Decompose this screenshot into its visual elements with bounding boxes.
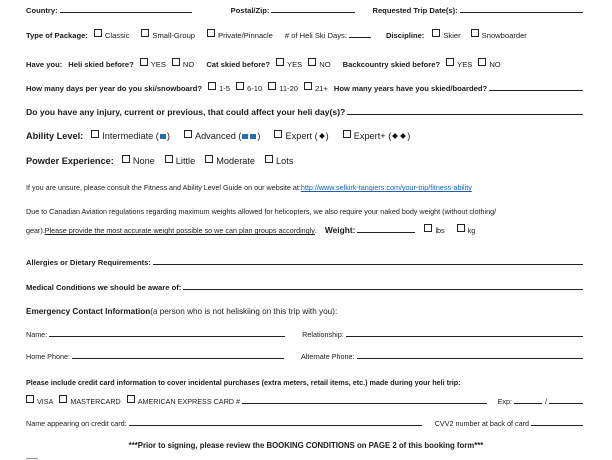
heli-no-label: NO <box>182 60 195 69</box>
package-label: Type of Package: <box>26 31 88 40</box>
intermediate-close: ) <box>166 131 170 141</box>
row-country <box>26 5 586 15</box>
guide-text: If you are unsure, please consult the Fitness and Ability Level Guide on our website at: <box>26 183 301 192</box>
blue-square-icon <box>160 134 166 139</box>
private-label: Private/Pinnacle <box>218 31 273 40</box>
expert-close: ) <box>325 131 329 141</box>
amex-checkbox[interactable] <box>127 395 135 403</box>
row-emergency-phone <box>26 351 586 361</box>
years-question: How many years have you skied/boarded? <box>333 84 488 93</box>
small-group-label: Small-Group <box>152 31 196 40</box>
cvv-label: CVV2 number at back of card <box>434 419 529 428</box>
allergies-field[interactable] <box>153 257 583 265</box>
cat-no-label: NO <box>319 60 331 69</box>
range-11-20-checkbox[interactable] <box>268 82 276 90</box>
medical-field[interactable] <box>183 282 583 290</box>
injury-field[interactable] <box>347 107 583 115</box>
range-21-label: 21+ <box>315 84 328 93</box>
emergency-subtitle: (a person who is not heliskiing on this trip with you): <box>150 307 338 316</box>
home-phone-field[interactable] <box>72 351 284 359</box>
expert-plus-checkbox[interactable] <box>343 130 351 138</box>
card-intro: Please include credit card information to cover incidental purchases (extra meters, retail items, etc.) made during your heli trip: <box>26 378 461 387</box>
postal-field[interactable] <box>271 5 355 13</box>
powder-little-checkbox[interactable] <box>165 155 173 163</box>
powder-little-label: Little <box>175 156 196 166</box>
heli-yes-label: YES <box>150 60 166 69</box>
private-checkbox[interactable] <box>207 29 215 37</box>
small-group-checkbox[interactable] <box>141 29 149 37</box>
emergency-name-label: Name: <box>26 330 48 339</box>
medical-label: Medical Conditions we should be aware of: <box>26 283 182 292</box>
heli-yes-checkbox[interactable] <box>140 58 148 66</box>
powder-none-label: None <box>132 156 155 166</box>
row-package <box>26 30 586 40</box>
heli-days-label: # of Heli Ski Days: <box>284 31 347 40</box>
powder-lots-checkbox[interactable] <box>265 155 273 163</box>
fitness-link[interactable]: http://www.selkirk-tangiers.com/your-trip/fitness-ability <box>300 183 472 192</box>
expert-label: Expert ( <box>285 131 318 141</box>
backcountry-label: Backcountry skied before? <box>342 60 441 69</box>
weight-label: Weight: <box>324 225 356 235</box>
black-diamond-icon <box>319 133 325 139</box>
row-guide <box>26 183 586 192</box>
row-card-type <box>26 396 586 406</box>
powder-label: Powder Experience: <box>26 156 114 166</box>
blue-square-icon <box>250 134 256 139</box>
black-diamond-icon <box>392 133 398 139</box>
row-days <box>26 83 586 93</box>
skier-checkbox[interactable] <box>432 29 440 37</box>
mastercard-label: MASTERCARD <box>70 397 121 406</box>
weight-note-emphasis: Please provide the most accurate weight possible so we can plan groups accordingly <box>44 226 315 235</box>
skier-label: Skier <box>443 31 461 40</box>
kg-checkbox[interactable] <box>457 224 465 232</box>
exp-label: Exp: <box>497 397 512 406</box>
ability-label: Ability Level: <box>26 131 84 141</box>
row-weight <box>26 225 586 235</box>
row-weight-note <box>26 207 586 216</box>
row-card-name <box>26 418 586 428</box>
cat-no-checkbox[interactable] <box>308 58 316 66</box>
emergency-name-field[interactable] <box>49 329 285 337</box>
classic-checkbox[interactable] <box>94 29 102 37</box>
powder-lots-label: Lots <box>276 156 294 166</box>
snowboarder-checkbox[interactable] <box>471 29 479 37</box>
kg-label: kg <box>467 226 476 235</box>
powder-moderate-checkbox[interactable] <box>205 155 213 163</box>
exp-year-field[interactable] <box>549 396 583 404</box>
mastercard-checkbox[interactable] <box>59 395 67 403</box>
row-emergency-title <box>26 307 586 316</box>
intermediate-label: Intermediate ( <box>102 131 159 141</box>
card-name-label: Name appearing on credit card: <box>26 419 127 428</box>
advanced-label: Advanced ( <box>194 131 242 141</box>
trip-dates-field[interactable] <box>460 5 583 13</box>
heli-skied-label: Heli skied before? <box>68 60 134 69</box>
black-diamond-icon <box>400 133 406 139</box>
back-no-label: NO <box>489 60 501 69</box>
cat-yes-label: YES <box>287 60 303 69</box>
alt-phone-field[interactable] <box>357 351 584 359</box>
relationship-field[interactable] <box>346 329 583 337</box>
injury-question: Do you have any injury, current or previous, that could affect your heli day(s)? <box>26 107 346 117</box>
card-number-field[interactable] <box>242 396 487 404</box>
intermediate-checkbox[interactable] <box>91 130 99 138</box>
emergency-title: Emergency Contact Information <box>26 307 151 316</box>
lbs-label: lbs <box>435 226 445 235</box>
blue-square-icon <box>242 134 248 139</box>
exp-slash: / <box>545 397 547 406</box>
amex-label: AMERICAN EXPRESS CARD # <box>137 397 240 406</box>
alt-phone-label: Alternate Phone: <box>300 352 355 361</box>
weight-field[interactable] <box>357 225 415 233</box>
row-allergies <box>26 257 586 267</box>
range-11-20-label: 11-20 <box>279 84 299 93</box>
classic-label: Classic <box>104 31 130 40</box>
powder-none-checkbox[interactable] <box>122 155 130 163</box>
booking-conditions-note: ***Prior to signing, please review the BOOKING CONDITIONS on PAGE 2 of this booking form*** <box>128 441 484 450</box>
back-no-checkbox[interactable] <box>478 58 486 66</box>
range-1-5-checkbox[interactable] <box>208 82 216 90</box>
discipline-label: Discipline: <box>385 31 425 40</box>
weight-note: Due to Canadian Aviation regulations regarding maximum weights allowed for helicopters, we also require your naked body weight (without clothing/ <box>26 207 497 216</box>
row-card-intro <box>26 378 586 387</box>
years-field[interactable] <box>489 83 583 91</box>
advanced-checkbox[interactable] <box>184 130 192 138</box>
postal-label: Postal/Zip: <box>230 6 270 15</box>
country-field[interactable] <box>60 5 192 13</box>
expert-plus-label: Expert+ ( <box>353 131 392 141</box>
divider <box>26 457 38 459</box>
range-6-10-label: 6-10 <box>246 84 263 93</box>
trip-dates-label: Requested Trip Date(s): <box>372 6 458 15</box>
cat-yes-checkbox[interactable] <box>276 58 284 66</box>
range-6-10-checkbox[interactable] <box>236 82 244 90</box>
row-injury <box>26 107 586 117</box>
card-name-field[interactable] <box>129 418 422 426</box>
country-label: Country: <box>26 6 58 15</box>
expert-plus-close: ) <box>407 131 411 141</box>
powder-moderate-label: Moderate <box>216 156 256 166</box>
back-yes-checkbox[interactable] <box>446 58 454 66</box>
heli-days-field[interactable] <box>349 30 371 38</box>
heli-no-checkbox[interactable] <box>172 58 180 66</box>
expert-checkbox[interactable] <box>274 130 282 138</box>
home-phone-label: Home Phone: <box>26 352 70 361</box>
snowboarder-label: Snowboarder <box>481 31 527 40</box>
row-ability <box>26 131 586 141</box>
cat-skied-label: Cat skied before? <box>206 60 271 69</box>
row-medical <box>26 282 586 292</box>
advanced-close: ) <box>257 131 261 141</box>
cvv-field[interactable] <box>531 418 583 426</box>
visa-checkbox[interactable] <box>26 395 34 403</box>
row-footer <box>26 441 586 450</box>
range-21-checkbox[interactable] <box>304 82 312 90</box>
visa-label: VISA <box>37 397 54 406</box>
row-experience <box>26 59 586 69</box>
back-yes-label: YES <box>457 60 473 69</box>
exp-month-field[interactable] <box>514 396 542 404</box>
weight-note-post: . <box>314 226 317 235</box>
weight-note-pre: gear). <box>26 226 45 235</box>
lbs-checkbox[interactable] <box>424 224 432 232</box>
relationship-label: Relationship: <box>302 330 344 339</box>
allergies-label: Allergies or Dietary Requirements: <box>26 258 151 267</box>
range-1-5-label: 1-5 <box>218 84 230 93</box>
have-you-label: Have you: <box>26 60 63 69</box>
row-emergency-name <box>26 329 586 339</box>
row-powder <box>26 156 586 166</box>
days-question: How many days per year do you ski/snowboard? <box>26 84 202 93</box>
